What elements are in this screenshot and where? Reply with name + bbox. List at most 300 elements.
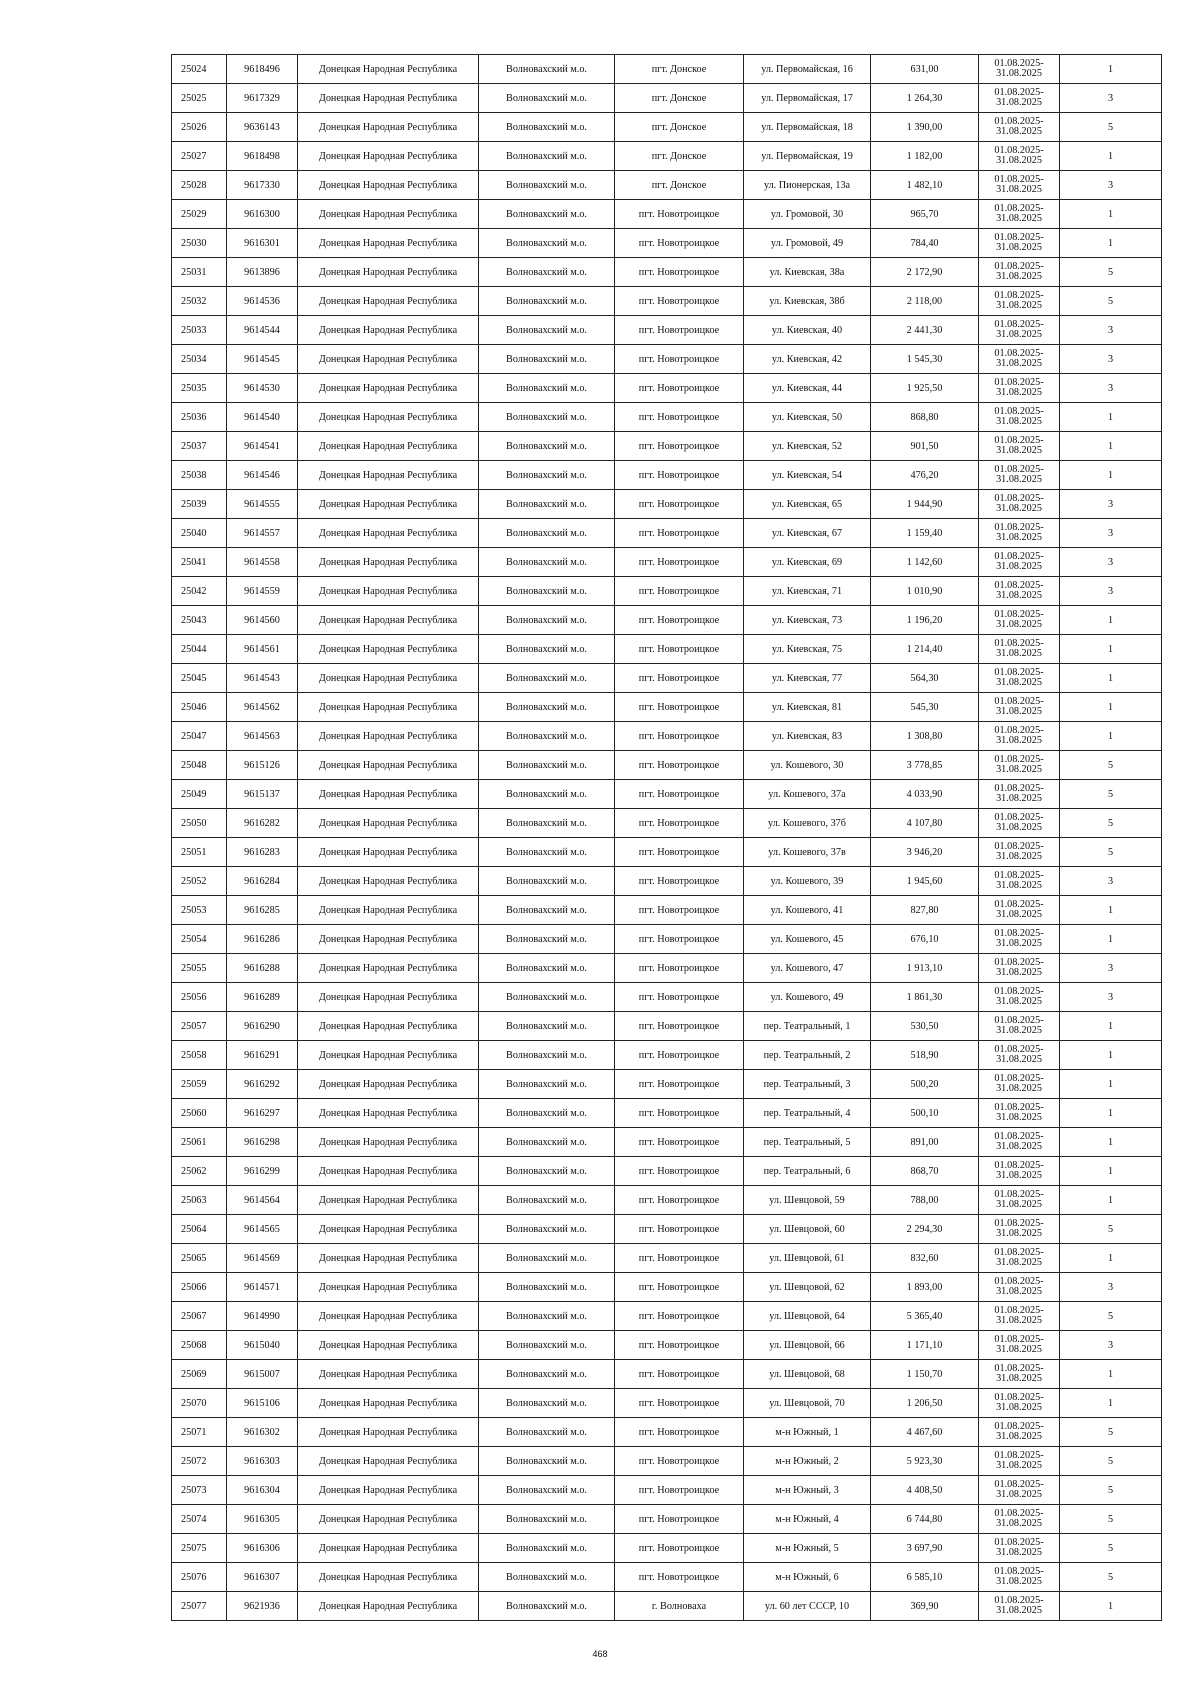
address-cell: ул. Киевская, 77 [744, 664, 871, 693]
settlement-cell: пгт. Новотроицкое [615, 403, 744, 432]
address-cell: ул. Громовой, 49 [744, 229, 871, 258]
period-cell: 01.08.2025-31.08.2025 [979, 1041, 1060, 1070]
category-cell: 1 [1060, 55, 1162, 84]
row-number-cell: 25027 [172, 142, 227, 171]
row-number-cell: 25070 [172, 1389, 227, 1418]
address-cell: м-н Южный, 1 [744, 1418, 871, 1447]
area-cell: 545,30 [871, 693, 979, 722]
region-cell: Донецкая Народная Республика [298, 1505, 479, 1534]
district-cell: Волновахский м.о. [479, 1418, 615, 1447]
row-number-cell: 25054 [172, 925, 227, 954]
row-number-cell: 25047 [172, 722, 227, 751]
district-cell: Волновахский м.о. [479, 1244, 615, 1273]
region-cell: Донецкая Народная Республика [298, 1273, 479, 1302]
settlement-cell: пгт. Новотроицкое [615, 1476, 744, 1505]
region-cell: Донецкая Народная Республика [298, 200, 479, 229]
area-cell: 1 893,00 [871, 1273, 979, 1302]
period-cell: 01.08.2025-31.08.2025 [979, 1070, 1060, 1099]
table-row [172, 1592, 1162, 1621]
settlement-cell: пгт. Новотроицкое [615, 635, 744, 664]
settlement-cell: пгт. Новотроицкое [615, 1447, 744, 1476]
address-cell: ул. Киевская, 69 [744, 548, 871, 577]
object-code-cell: 9614561 [227, 635, 298, 664]
table-row [172, 403, 1162, 432]
object-code-cell: 9614565 [227, 1215, 298, 1244]
settlement-cell: пгт. Донское [615, 113, 744, 142]
object-code-cell: 9614545 [227, 345, 298, 374]
district-cell: Волновахский м.о. [479, 1302, 615, 1331]
district-cell: Волновахский м.о. [479, 1447, 615, 1476]
area-cell: 476,20 [871, 461, 979, 490]
row-number-cell: 25034 [172, 345, 227, 374]
district-cell: Волновахский м.о. [479, 1215, 615, 1244]
area-cell: 4 408,50 [871, 1476, 979, 1505]
area-cell: 6 585,10 [871, 1563, 979, 1592]
settlement-cell: пгт. Новотроицкое [615, 1041, 744, 1070]
category-cell: 5 [1060, 1563, 1162, 1592]
row-number-cell: 25055 [172, 954, 227, 983]
table-row [172, 1505, 1162, 1534]
object-code-cell: 9616299 [227, 1157, 298, 1186]
area-cell: 1 545,30 [871, 345, 979, 374]
district-cell: Волновахский м.о. [479, 1186, 615, 1215]
area-cell: 4 107,80 [871, 809, 979, 838]
district-cell: Волновахский м.о. [479, 983, 615, 1012]
table-row [172, 1244, 1162, 1273]
row-number-cell: 25029 [172, 200, 227, 229]
settlement-cell: пгт. Новотроицкое [615, 229, 744, 258]
table-row [172, 316, 1162, 345]
row-number-cell: 25041 [172, 548, 227, 577]
area-cell: 1 182,00 [871, 142, 979, 171]
region-cell: Донецкая Народная Республика [298, 664, 479, 693]
district-cell: Волновахский м.о. [479, 867, 615, 896]
region-cell: Донецкая Народная Республика [298, 867, 479, 896]
region-cell: Донецкая Народная Республика [298, 925, 479, 954]
object-code-cell: 9615007 [227, 1360, 298, 1389]
category-cell: 1 [1060, 1186, 1162, 1215]
district-cell: Волновахский м.о. [479, 258, 615, 287]
object-code-cell: 9616286 [227, 925, 298, 954]
district-cell: Волновахский м.о. [479, 896, 615, 925]
settlement-cell: пгт. Новотроицкое [615, 1418, 744, 1447]
region-cell: Донецкая Народная Республика [298, 432, 479, 461]
settlement-cell: пгт. Новотроицкое [615, 432, 744, 461]
region-cell: Донецкая Народная Республика [298, 1128, 479, 1157]
row-number-cell: 25057 [172, 1012, 227, 1041]
object-code-cell: 9621936 [227, 1592, 298, 1621]
category-cell: 3 [1060, 374, 1162, 403]
period-cell: 01.08.2025-31.08.2025 [979, 751, 1060, 780]
area-cell: 1 142,60 [871, 548, 979, 577]
object-code-cell: 9614543 [227, 664, 298, 693]
period-cell: 01.08.2025-31.08.2025 [979, 577, 1060, 606]
period-cell: 01.08.2025-31.08.2025 [979, 896, 1060, 925]
district-cell: Волновахский м.о. [479, 1563, 615, 1592]
row-number-cell: 25059 [172, 1070, 227, 1099]
object-code-cell: 9614563 [227, 722, 298, 751]
category-cell: 5 [1060, 1447, 1162, 1476]
area-cell: 1 861,30 [871, 983, 979, 1012]
area-cell: 784,40 [871, 229, 979, 258]
district-cell: Волновахский м.о. [479, 432, 615, 461]
row-number-cell: 25042 [172, 577, 227, 606]
district-cell: Волновахский м.о. [479, 1041, 615, 1070]
settlement-cell: пгт. Новотроицкое [615, 983, 744, 1012]
period-cell: 01.08.2025-31.08.2025 [979, 490, 1060, 519]
period-cell: 01.08.2025-31.08.2025 [979, 1505, 1060, 1534]
row-number-cell: 25067 [172, 1302, 227, 1331]
row-number-cell: 25028 [172, 171, 227, 200]
address-cell: ул. Киевская, 71 [744, 577, 871, 606]
row-number-cell: 25036 [172, 403, 227, 432]
address-cell: ул. Киевская, 81 [744, 693, 871, 722]
category-cell: 1 [1060, 432, 1162, 461]
settlement-cell: пгт. Донское [615, 84, 744, 113]
area-cell: 369,90 [871, 1592, 979, 1621]
table-row [172, 867, 1162, 896]
table-row [172, 1476, 1162, 1505]
area-cell: 1 913,10 [871, 954, 979, 983]
category-cell: 1 [1060, 1244, 1162, 1273]
address-cell: ул. Шевцовой, 60 [744, 1215, 871, 1244]
category-cell: 1 [1060, 1012, 1162, 1041]
settlement-cell: пгт. Новотроицкое [615, 287, 744, 316]
category-cell: 5 [1060, 287, 1162, 316]
period-cell: 01.08.2025-31.08.2025 [979, 664, 1060, 693]
address-cell: ул. Киевская, 50 [744, 403, 871, 432]
region-cell: Донецкая Народная Республика [298, 1476, 479, 1505]
table-row [172, 1447, 1162, 1476]
settlement-cell: пгт. Новотроицкое [615, 693, 744, 722]
area-cell: 1 171,10 [871, 1331, 979, 1360]
area-cell: 530,50 [871, 1012, 979, 1041]
district-cell: Волновахский м.о. [479, 84, 615, 113]
category-cell: 5 [1060, 780, 1162, 809]
object-code-cell: 9614558 [227, 548, 298, 577]
area-cell: 1 945,60 [871, 867, 979, 896]
category-cell: 1 [1060, 461, 1162, 490]
table-row [172, 374, 1162, 403]
district-cell: Волновахский м.о. [479, 606, 615, 635]
category-cell: 5 [1060, 1418, 1162, 1447]
settlement-cell: пгт. Новотроицкое [615, 1302, 744, 1331]
period-cell: 01.08.2025-31.08.2025 [979, 838, 1060, 867]
region-cell: Донецкая Народная Республика [298, 1302, 479, 1331]
area-cell: 631,00 [871, 55, 979, 84]
region-cell: Донецкая Народная Республика [298, 142, 479, 171]
table-row [172, 1012, 1162, 1041]
category-cell: 3 [1060, 345, 1162, 374]
period-cell: 01.08.2025-31.08.2025 [979, 693, 1060, 722]
table-row [172, 113, 1162, 142]
object-code-cell: 9616297 [227, 1099, 298, 1128]
district-cell: Волновахский м.о. [479, 751, 615, 780]
district-cell: Волновахский м.о. [479, 287, 615, 316]
category-cell: 5 [1060, 809, 1162, 838]
area-cell: 868,80 [871, 403, 979, 432]
area-cell: 2 172,90 [871, 258, 979, 287]
table-row [172, 606, 1162, 635]
period-cell: 01.08.2025-31.08.2025 [979, 229, 1060, 258]
area-cell: 5 923,30 [871, 1447, 979, 1476]
table-row [172, 287, 1162, 316]
row-number-cell: 25044 [172, 635, 227, 664]
row-number-cell: 25040 [172, 519, 227, 548]
row-number-cell: 25026 [172, 113, 227, 142]
period-cell: 01.08.2025-31.08.2025 [979, 403, 1060, 432]
address-cell: ул. Кошевого, 39 [744, 867, 871, 896]
row-number-cell: 25035 [172, 374, 227, 403]
district-cell: Волновахский м.о. [479, 403, 615, 432]
period-cell: 01.08.2025-31.08.2025 [979, 287, 1060, 316]
settlement-cell: пгт. Новотроицкое [615, 925, 744, 954]
period-cell: 01.08.2025-31.08.2025 [979, 1012, 1060, 1041]
table-row [172, 1418, 1162, 1447]
settlement-cell: пгт. Новотроицкое [615, 1505, 744, 1534]
row-number-cell: 25061 [172, 1128, 227, 1157]
period-cell: 01.08.2025-31.08.2025 [979, 84, 1060, 113]
settlement-cell: пгт. Новотроицкое [615, 1099, 744, 1128]
object-code-cell: 9614990 [227, 1302, 298, 1331]
object-code-cell: 9616290 [227, 1012, 298, 1041]
settlement-cell: пгт. Новотроицкое [615, 1215, 744, 1244]
table-row [172, 1186, 1162, 1215]
table-row [172, 809, 1162, 838]
district-cell: Волновахский м.о. [479, 55, 615, 84]
period-cell: 01.08.2025-31.08.2025 [979, 345, 1060, 374]
address-cell: ул. 60 лет СССР, 10 [744, 1592, 871, 1621]
row-number-cell: 25069 [172, 1360, 227, 1389]
category-cell: 5 [1060, 113, 1162, 142]
district-cell: Волновахский м.о. [479, 1331, 615, 1360]
row-number-cell: 25024 [172, 55, 227, 84]
region-cell: Донецкая Народная Республика [298, 287, 479, 316]
settlement-cell: пгт. Новотроицкое [615, 577, 744, 606]
district-cell: Волновахский м.о. [479, 1476, 615, 1505]
table-row [172, 1157, 1162, 1186]
region-cell: Донецкая Народная Республика [298, 229, 479, 258]
row-number-cell: 25030 [172, 229, 227, 258]
row-number-cell: 25064 [172, 1215, 227, 1244]
object-code-cell: 9614559 [227, 577, 298, 606]
region-cell: Донецкая Народная Республика [298, 780, 479, 809]
district-cell: Волновахский м.о. [479, 722, 615, 751]
settlement-cell: пгт. Новотроицкое [615, 809, 744, 838]
object-code-cell: 9615106 [227, 1389, 298, 1418]
settlement-cell: пгт. Новотроицкое [615, 1186, 744, 1215]
row-number-cell: 25076 [172, 1563, 227, 1592]
address-cell: ул. Киевская, 75 [744, 635, 871, 664]
address-cell: ул. Киевская, 65 [744, 490, 871, 519]
object-code-cell: 9614546 [227, 461, 298, 490]
settlement-cell: пгт. Новотроицкое [615, 1563, 744, 1592]
object-code-cell: 9616288 [227, 954, 298, 983]
table-row [172, 229, 1162, 258]
category-cell: 1 [1060, 1070, 1162, 1099]
row-number-cell: 25072 [172, 1447, 227, 1476]
settlement-cell: пгт. Новотроицкое [615, 954, 744, 983]
address-cell: ул. Шевцовой, 59 [744, 1186, 871, 1215]
object-code-cell: 9614540 [227, 403, 298, 432]
table-row [172, 171, 1162, 200]
category-cell: 1 [1060, 896, 1162, 925]
table-row [172, 258, 1162, 287]
district-cell: Волновахский м.о. [479, 1534, 615, 1563]
address-cell: ул. Шевцовой, 61 [744, 1244, 871, 1273]
settlement-cell: пгт. Новотроицкое [615, 867, 744, 896]
district-cell: Волновахский м.о. [479, 1389, 615, 1418]
table-row [172, 838, 1162, 867]
address-cell: ул. Киевская, 54 [744, 461, 871, 490]
settlement-cell: пгт. Новотроицкое [615, 258, 744, 287]
area-cell: 1 010,90 [871, 577, 979, 606]
table-row [172, 1273, 1162, 1302]
period-cell: 01.08.2025-31.08.2025 [979, 171, 1060, 200]
category-cell: 3 [1060, 548, 1162, 577]
district-cell: Волновахский м.о. [479, 1505, 615, 1534]
period-cell: 01.08.2025-31.08.2025 [979, 1302, 1060, 1331]
row-number-cell: 25052 [172, 867, 227, 896]
row-number-cell: 25038 [172, 461, 227, 490]
district-cell: Волновахский м.о. [479, 1360, 615, 1389]
object-code-cell: 9616285 [227, 896, 298, 925]
settlement-cell: пгт. Новотроицкое [615, 1389, 744, 1418]
region-cell: Донецкая Народная Республика [298, 1447, 479, 1476]
category-cell: 1 [1060, 1360, 1162, 1389]
row-number-cell: 25053 [172, 896, 227, 925]
period-cell: 01.08.2025-31.08.2025 [979, 1447, 1060, 1476]
object-code-cell: 9615126 [227, 751, 298, 780]
period-cell: 01.08.2025-31.08.2025 [979, 200, 1060, 229]
area-cell: 1 196,20 [871, 606, 979, 635]
region-cell: Донецкая Народная Республика [298, 1099, 479, 1128]
area-cell: 6 744,80 [871, 1505, 979, 1534]
address-cell: ул. Шевцовой, 68 [744, 1360, 871, 1389]
table-row [172, 84, 1162, 113]
period-cell: 01.08.2025-31.08.2025 [979, 142, 1060, 171]
address-cell: пер. Театральный, 2 [744, 1041, 871, 1070]
registry-sheet [171, 54, 1161, 1621]
table-row [172, 1041, 1162, 1070]
district-cell: Волновахский м.о. [479, 316, 615, 345]
district-cell: Волновахский м.о. [479, 548, 615, 577]
category-cell: 3 [1060, 954, 1162, 983]
object-code-cell: 9616306 [227, 1534, 298, 1563]
district-cell: Волновахский м.о. [479, 200, 615, 229]
region-cell: Донецкая Народная Республика [298, 1070, 479, 1099]
object-code-cell: 9617330 [227, 171, 298, 200]
row-number-cell: 25032 [172, 287, 227, 316]
period-cell: 01.08.2025-31.08.2025 [979, 316, 1060, 345]
object-code-cell: 9616282 [227, 809, 298, 838]
period-cell: 01.08.2025-31.08.2025 [979, 1389, 1060, 1418]
category-cell: 1 [1060, 664, 1162, 693]
address-cell: ул. Киевская, 38б [744, 287, 871, 316]
address-cell: м-н Южный, 6 [744, 1563, 871, 1592]
object-code-cell: 9616289 [227, 983, 298, 1012]
area-cell: 1 159,40 [871, 519, 979, 548]
district-cell: Волновахский м.о. [479, 229, 615, 258]
row-number-cell: 25068 [172, 1331, 227, 1360]
row-number-cell: 25062 [172, 1157, 227, 1186]
address-cell: м-н Южный, 4 [744, 1505, 871, 1534]
district-cell: Волновахский м.о. [479, 171, 615, 200]
region-cell: Донецкая Народная Республика [298, 722, 479, 751]
district-cell: Волновахский м.о. [479, 838, 615, 867]
area-cell: 518,90 [871, 1041, 979, 1070]
table-row [172, 1360, 1162, 1389]
area-cell: 901,50 [871, 432, 979, 461]
period-cell: 01.08.2025-31.08.2025 [979, 867, 1060, 896]
region-cell: Донецкая Народная Республика [298, 1244, 479, 1273]
region-cell: Донецкая Народная Республика [298, 548, 479, 577]
settlement-cell: пгт. Новотроицкое [615, 345, 744, 374]
settlement-cell: пгт. Донское [615, 55, 744, 84]
region-cell: Донецкая Народная Республика [298, 461, 479, 490]
region-cell: Донецкая Народная Республика [298, 1331, 479, 1360]
period-cell: 01.08.2025-31.08.2025 [979, 113, 1060, 142]
district-cell: Волновахский м.о. [479, 1128, 615, 1157]
address-cell: пер. Театральный, 6 [744, 1157, 871, 1186]
address-cell: ул. Кошевого, 41 [744, 896, 871, 925]
settlement-cell: пгт. Новотроицкое [615, 722, 744, 751]
table-row [172, 1099, 1162, 1128]
period-cell: 01.08.2025-31.08.2025 [979, 1563, 1060, 1592]
table-row [172, 200, 1162, 229]
district-cell: Волновахский м.о. [479, 519, 615, 548]
region-cell: Донецкая Народная Республика [298, 316, 479, 345]
address-cell: ул. Кошевого, 30 [744, 751, 871, 780]
region-cell: Донецкая Народная Республика [298, 113, 479, 142]
object-code-cell: 9616304 [227, 1476, 298, 1505]
object-code-cell: 9614571 [227, 1273, 298, 1302]
row-number-cell: 25049 [172, 780, 227, 809]
address-cell: пер. Театральный, 5 [744, 1128, 871, 1157]
row-number-cell: 25025 [172, 84, 227, 113]
address-cell: ул. Шевцовой, 66 [744, 1331, 871, 1360]
category-cell: 1 [1060, 1099, 1162, 1128]
period-cell: 01.08.2025-31.08.2025 [979, 1215, 1060, 1244]
category-cell: 1 [1060, 229, 1162, 258]
table-row [172, 1302, 1162, 1331]
region-cell: Донецкая Народная Республика [298, 1418, 479, 1447]
category-cell: 1 [1060, 1041, 1162, 1070]
period-cell: 01.08.2025-31.08.2025 [979, 1534, 1060, 1563]
district-cell: Волновахский м.о. [479, 461, 615, 490]
table-row [172, 722, 1162, 751]
period-cell: 01.08.2025-31.08.2025 [979, 258, 1060, 287]
period-cell: 01.08.2025-31.08.2025 [979, 1099, 1060, 1128]
period-cell: 01.08.2025-31.08.2025 [979, 1331, 1060, 1360]
object-code-cell: 9616283 [227, 838, 298, 867]
table-row [172, 1331, 1162, 1360]
table-row [172, 461, 1162, 490]
row-number-cell: 25075 [172, 1534, 227, 1563]
settlement-cell: пгт. Новотроицкое [615, 780, 744, 809]
period-cell: 01.08.2025-31.08.2025 [979, 1273, 1060, 1302]
object-code-cell: 9616301 [227, 229, 298, 258]
row-number-cell: 25066 [172, 1273, 227, 1302]
category-cell: 3 [1060, 490, 1162, 519]
category-cell: 5 [1060, 1215, 1162, 1244]
table-row [172, 577, 1162, 606]
region-cell: Донецкая Народная Республика [298, 1360, 479, 1389]
area-cell: 1 482,10 [871, 171, 979, 200]
area-cell: 500,20 [871, 1070, 979, 1099]
settlement-cell: пгт. Донское [615, 171, 744, 200]
settlement-cell: пгт. Новотроицкое [615, 606, 744, 635]
